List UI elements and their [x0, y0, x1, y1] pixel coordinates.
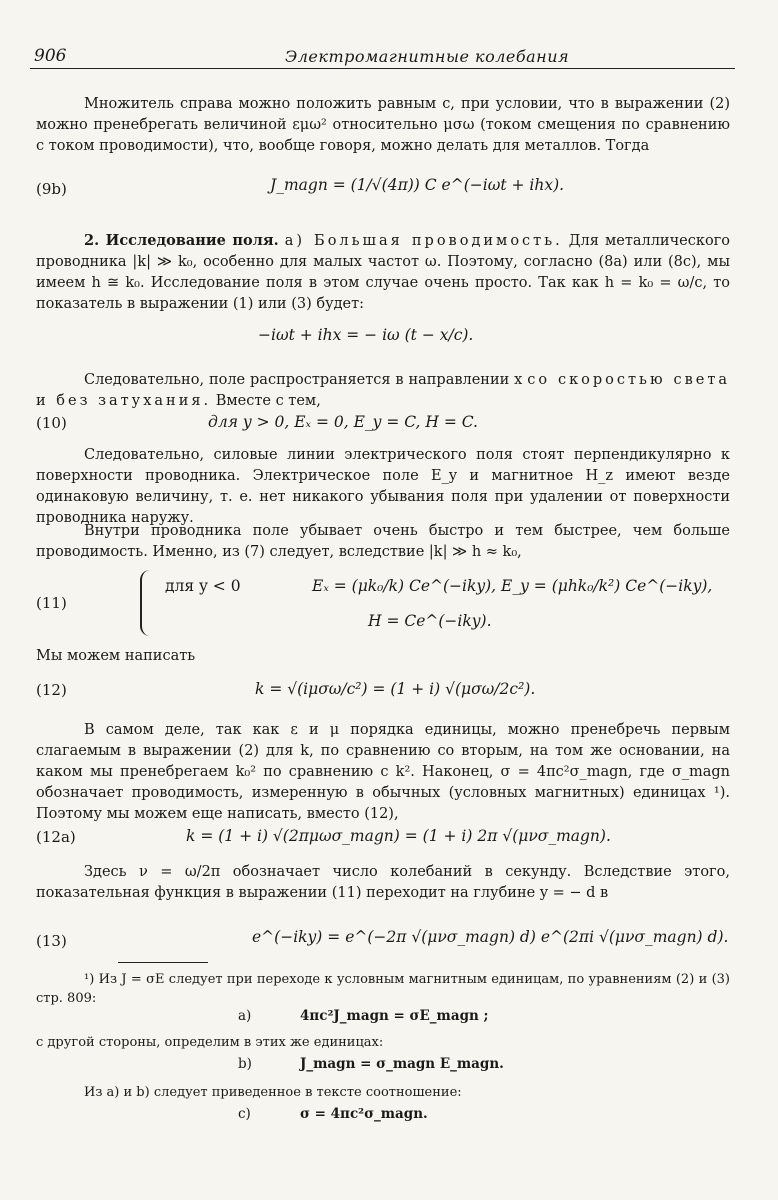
equation-9b: J_magn = (1/√(4π)) C e^(−iωt + ihx).	[270, 176, 565, 194]
page-number: 906	[34, 46, 67, 66]
paragraph-3	[36, 370, 730, 412]
equation-12: k = √(iμσω/c²) = (1 + i) √(μσω/2c²).	[255, 680, 536, 698]
subsection-heading: а) Большая проводимость.	[284, 233, 563, 249]
footnote-b-formula: J_magn = σ_magn E_magn.	[300, 1056, 504, 1072]
equation-12a: k = (1 + i) √(2πμωσ_magn) = (1 + i) 2π √(μνσ_magn).	[186, 827, 611, 845]
equation-number-10: (10)	[36, 414, 67, 432]
equation-exponent: −iωt + ihx = − iω (t − x/c).	[258, 326, 474, 344]
equation-number-12a: (12a)	[36, 828, 76, 846]
equation-number-9b: (9b)	[36, 180, 67, 198]
paragraph-1: Множитель справа можно положить равным c, при условии, что в выражении (2) можно пренебрегать величиной εμω² относительно μσω (током смещения по сравнению с током проводимости), что, вообще говоря, можно делать для металлов. Тогда	[36, 96, 730, 154]
section-heading: 2. Исследование поля.	[84, 232, 279, 249]
equation-11-line-1: Eₓ = (μk₀/k) Ce^(−iky), E_y = (μhk₀/k²) Ce^(−iky),	[312, 577, 713, 595]
footnote-a-formula: 4πc²J_magn = σE_magn ;	[300, 1008, 489, 1024]
footnote-c-label: c)	[238, 1106, 251, 1122]
paragraph-3-text-b: Вместе с тем,	[215, 393, 321, 409]
footnote-b-label: b)	[238, 1056, 252, 1072]
footnote-a-label: a)	[238, 1008, 252, 1024]
paragraph-7: В самом деле, так как ε и μ порядка единицы, можно пренебречь первым слагаемым в выражении (2) для k, по сравнению со вторым, на том же основании, на каком мы пренебрегаем k₀² по сравнению с k². Наконец, σ = 4πc²σ_magn, где σ_magn обозначает проводимость, измеренную в обычных (условных магнитных) единицах ¹). Поэтому мы можем еще написать, вместо (12),	[36, 722, 730, 822]
paragraph-3-spaced: со скоростью света и без затухания.	[36, 372, 730, 409]
equation-13: e^(−iky) = e^(−2π √(μνσ_magn) d) e^(2πi √(μνσ_magn) d).	[252, 928, 729, 946]
equation-number-13: (13)	[36, 932, 67, 950]
paragraph-6: Мы можем написать	[36, 648, 196, 664]
equation-number-12: (12)	[36, 681, 67, 699]
footnote-c-formula: σ = 4πc²σ_magn.	[300, 1106, 428, 1122]
section-2-paragraph	[36, 230, 730, 315]
page-header	[30, 44, 735, 69]
paragraph-4: Следовательно, силовые линии электрического поля стоят перпендикулярно к поверхности проводника. Электрическое поле E_y и магнитное H_z имеют везде одинаковую величину, т. е. нет никакого убывания поля при удалении от поверхности проводника наружу.	[36, 447, 730, 526]
paragraph-5: Внутри проводника поле убывает очень быстро и тем быстрее, чем больше проводимость. Именно, из (7) следует, вследствие |k| ≫ h ≈ k₀,	[36, 523, 730, 560]
section-2-text: Для металлического проводника |k| ≫ k₀, особенно для малых частот ω. Поэтому, согласно (8а) или (8с), мы имеем h ≅ k₀. Исследование поля в этом случае очень просто. Так как h = k₀ = ω/c, то показатель в выражении (1) или (3) будет:	[36, 233, 730, 312]
footnote-text-1: ¹) Из J = σE следует при переходе к условным магнитным единицам, по уравнениям (2) и (3) стр. 809:	[36, 972, 730, 1006]
footnote-rule	[118, 962, 208, 963]
footnote-text-2: с другой стороны, определим в этих же единицах:	[36, 1035, 384, 1050]
equation-number-11: (11)	[36, 594, 67, 612]
equation-11-condition: для y < 0	[165, 577, 241, 595]
system-brace	[140, 570, 156, 636]
equation-11-line-2: H = Ce^(−iky).	[368, 612, 492, 630]
paragraph-3-text-a: Следовательно, поле распространяется в направлении x	[84, 372, 523, 388]
footnote-text-3: Из a) и b) следует приведенное в тексте соотношение:	[84, 1085, 462, 1100]
running-title: Электромагнитные колебания	[285, 47, 570, 66]
equation-10: для y > 0, Eₓ = 0, E_y = C, H = C.	[208, 413, 478, 431]
paragraph-8: Здесь ν = ω/2π обозначает число колебаний в секунду. Вследствие этого, показательная функция в выражении (11) переходит на глубине y = − d в	[36, 864, 730, 901]
